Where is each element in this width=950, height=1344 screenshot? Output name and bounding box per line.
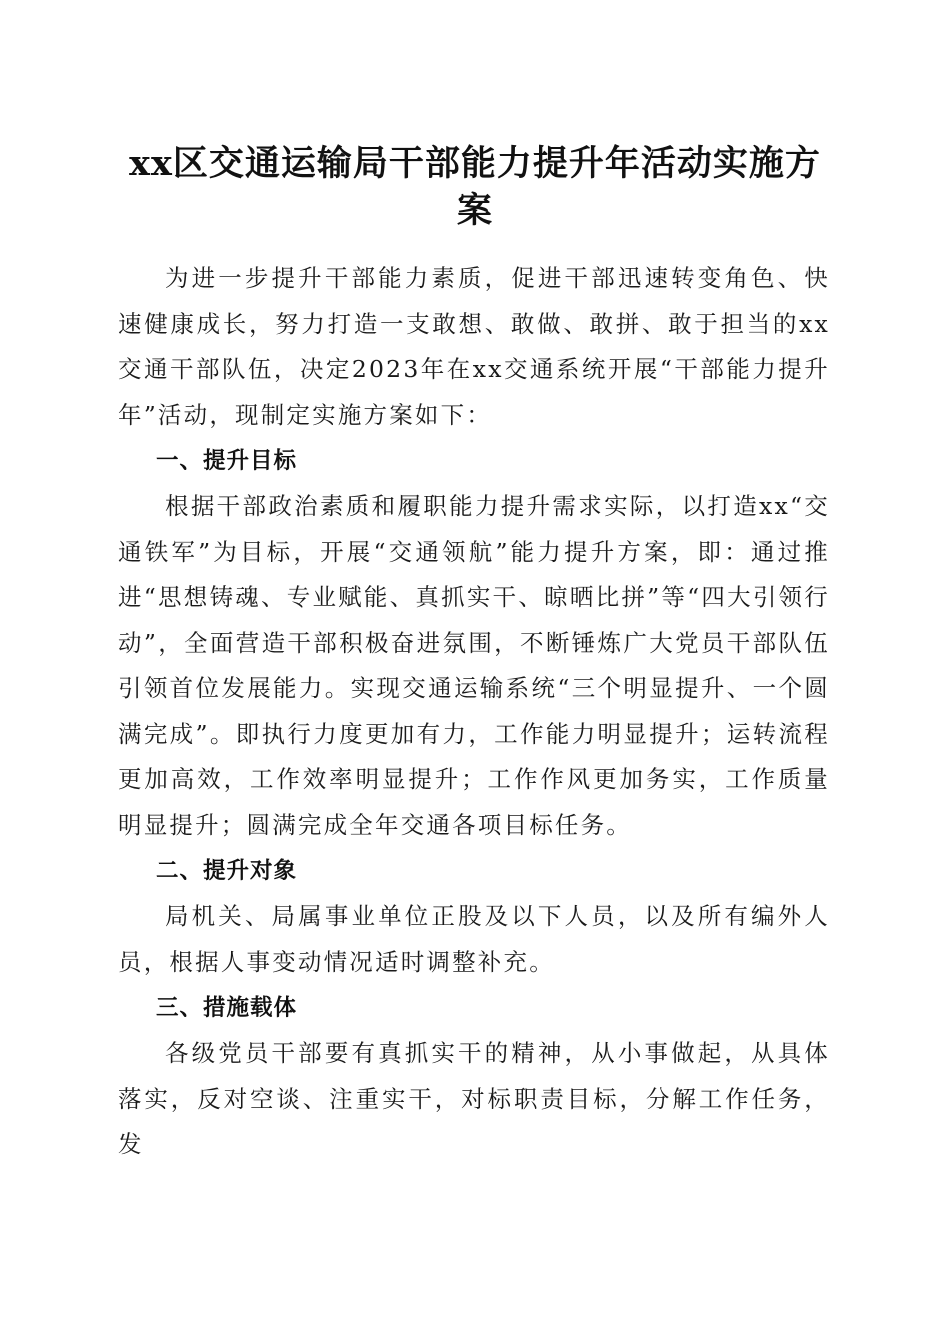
document-title: xx区交通运输局干部能力提升年活动实施方案	[129, 143, 821, 231]
section-heading-targets: 二、提升对象	[156, 858, 298, 884]
section-paragraph-goals: 根据干部政治素质和履职能力提升需求实际，以打造xx“交通铁军”为目标，开展“交通领航”能力提升方案，即：通过推进“思想铸魂、专业赋能、真抓实干、晾晒比拼”等“四大引领行动”，全面营造干部积极奋进氛围，不断锤炼广大党员干部队伍引领首位发展能力。实现交通运输系统“三个明显提升、一个圆满完成”。即执行力度更加有力，工作能力明显提升；运转流程更加高效，工作效率明显提升；工作作风更加务实，工作质量明显提升；圆满完成全年交通各项目标任务。	[118, 492, 830, 839]
document-body	[118, 256, 830, 1168]
section-paragraph-measures: 各级党员干部要有真抓实干的精神，从小事做起，从具体落实，反对空谈、注重实干，对标职责目标，分解工作任务，发	[118, 1039, 830, 1158]
section-heading-measures: 三、措施载体	[156, 995, 298, 1021]
section-paragraph-targets: 局机关、局属事业单位正股及以下人员，以及所有编外人员，根据人事变动情况适时调整补充。	[118, 902, 830, 976]
section-heading-goals: 一、提升目标	[156, 448, 298, 474]
intro-paragraph: 为进一步提升干部能力素质，促进干部迅速转变角色、快速健康成长，努力打造一支敢想、敢做、敢拼、敢于担当的xx交通干部队伍，决定2023年在xx交通系统开展“干部能力提升年”活动，现制定实施方案如下：	[118, 264, 830, 429]
